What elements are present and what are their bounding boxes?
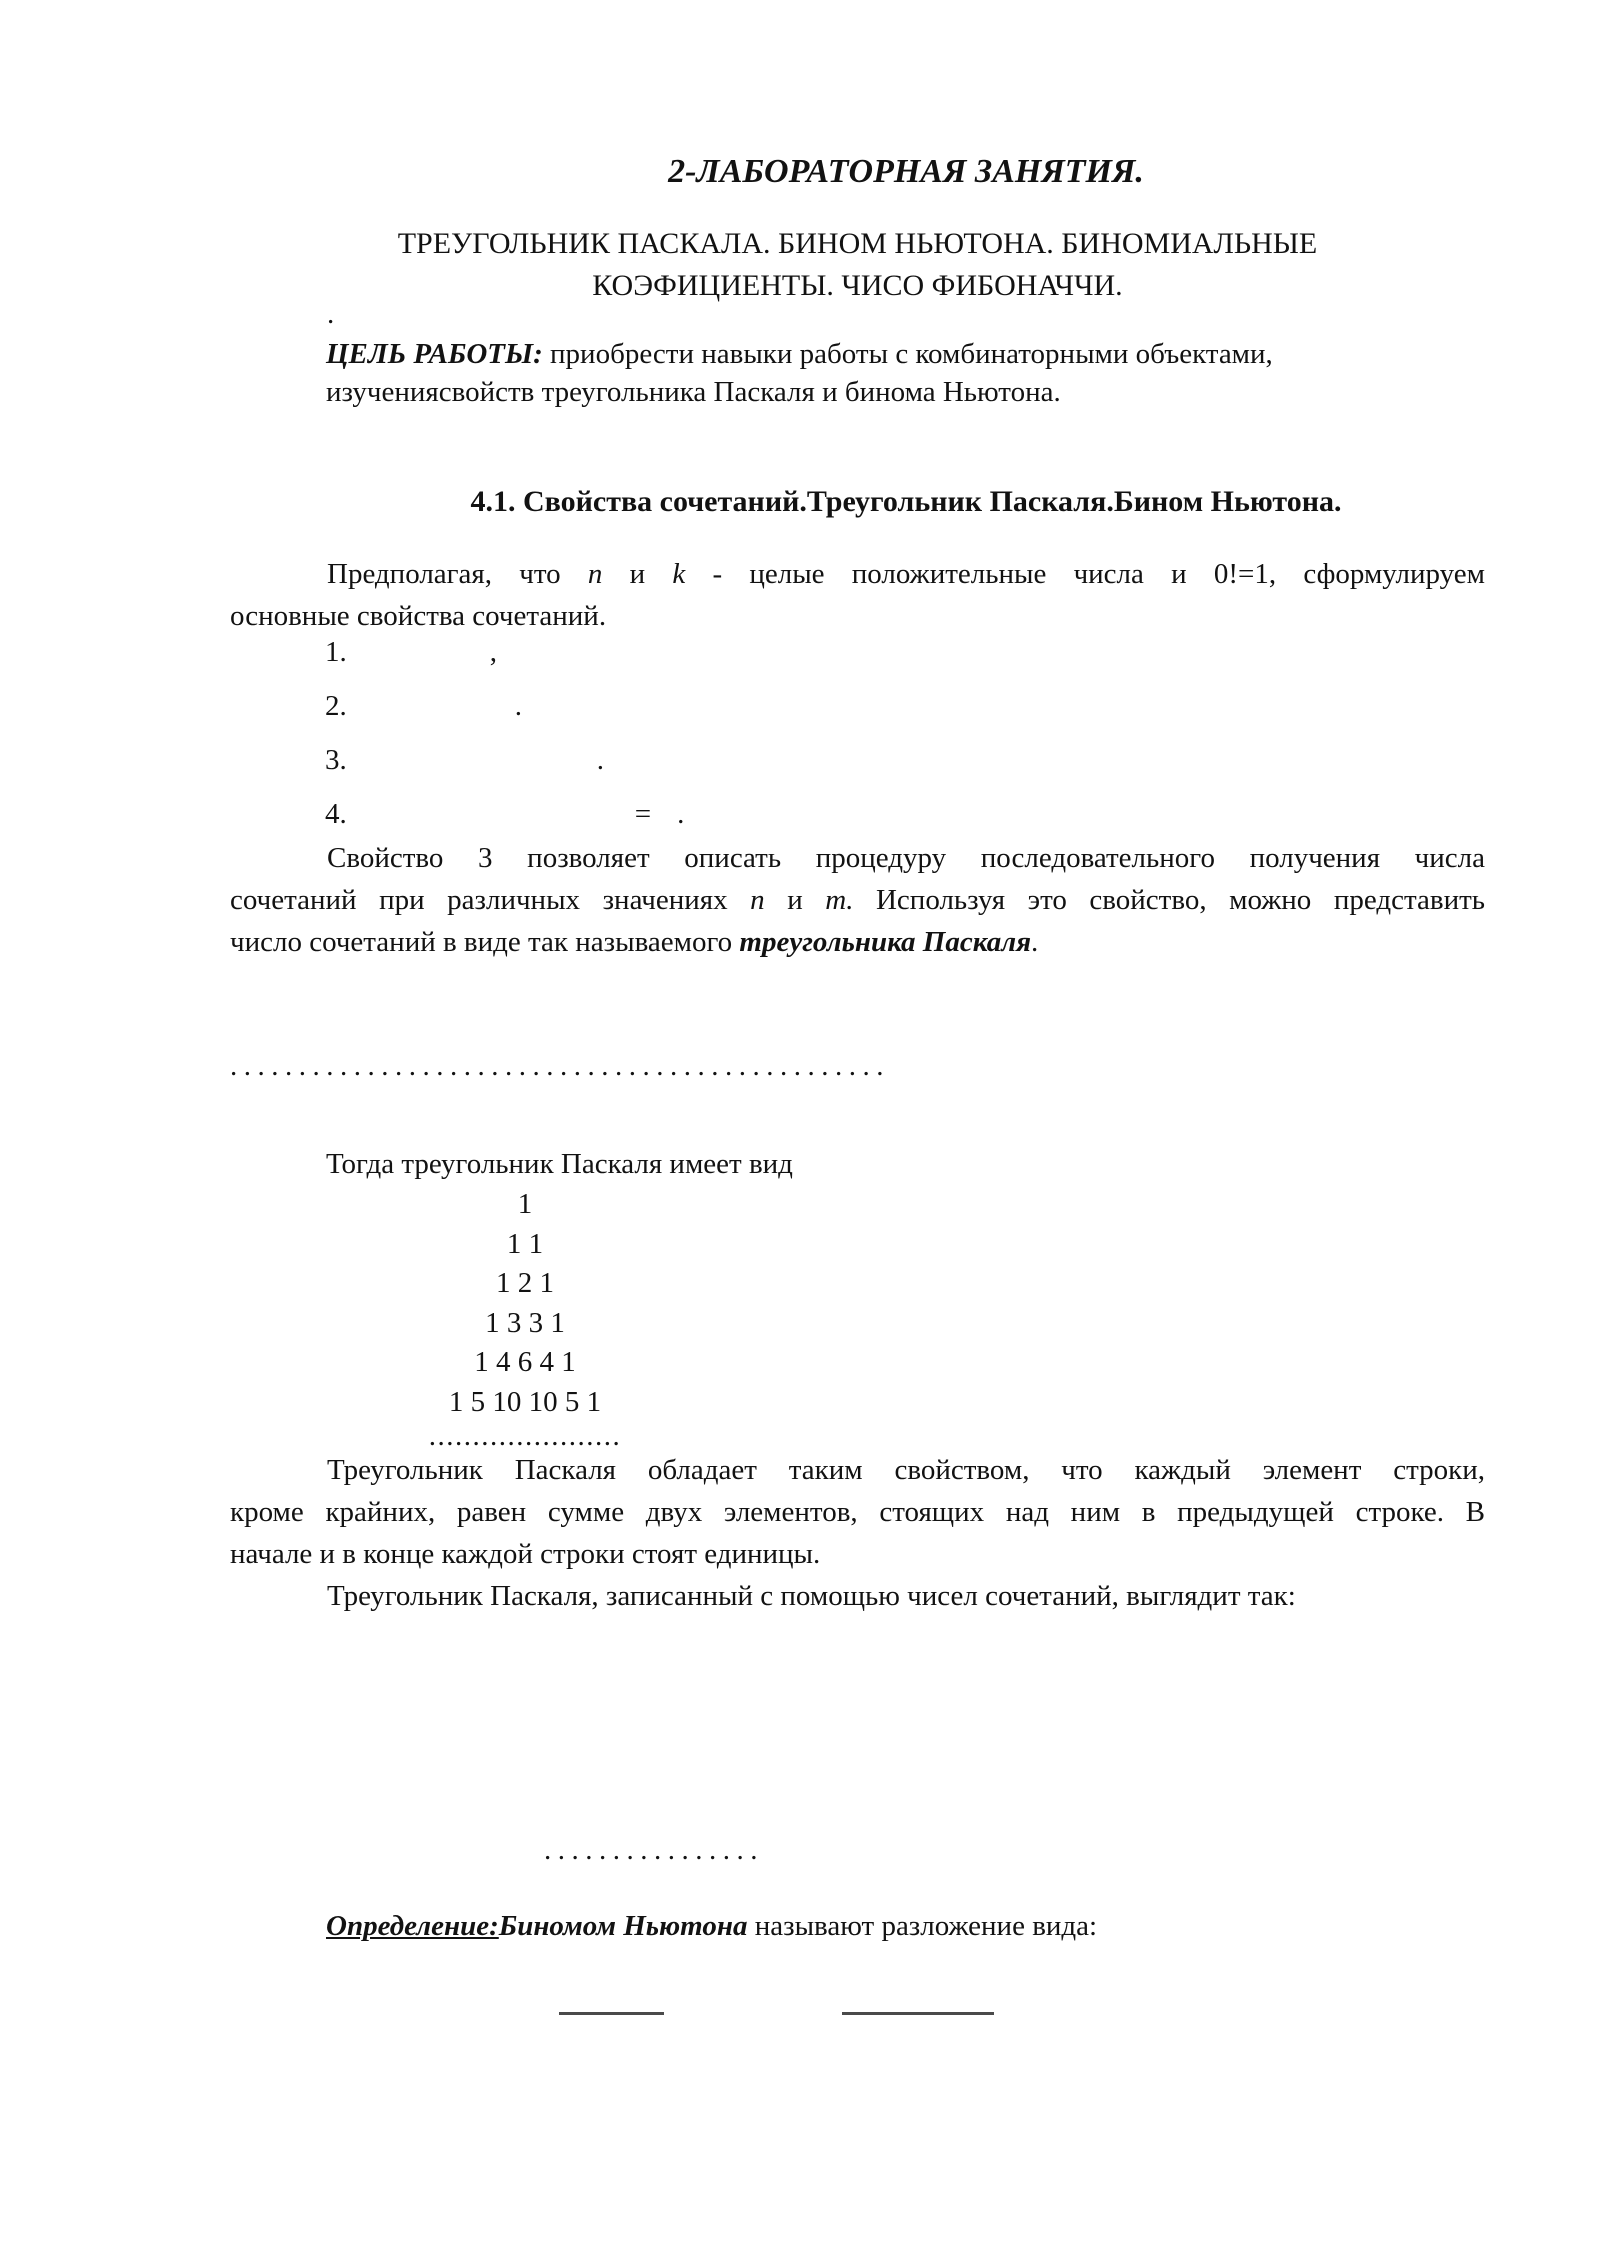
pascal-dots-row: ...................... [428, 1420, 622, 1452]
intro-var-n: n [587, 558, 603, 590]
dotted-line-1: ................................................ [230, 1050, 890, 1082]
property3-l2-c: Используя это свойство, можно представить [853, 884, 1485, 916]
property3-l2-b: и [764, 884, 826, 916]
list-item-1-punct: , [489, 636, 497, 668]
list-item-4-equals: = [634, 798, 652, 830]
formula-blank-line-2 [842, 2012, 994, 2015]
goal-line2-text: изучениясвойств треугольника Паскаля и бинома Ньютона. [326, 375, 1061, 408]
pascal-row-5: 1 5 10 10 5 1 [448, 1386, 602, 1418]
definition-rest: называют разложение вида: [747, 1910, 1098, 1942]
pascal-intro-line: Тогда треугольник Паскаля имеет вид [326, 1148, 793, 1180]
definition-term: Биномом Ньютона [498, 1910, 748, 1942]
list-item-2-punct: . [514, 690, 522, 722]
list-item-3-number: 3. [325, 744, 347, 776]
list-item-1-number: 1. [325, 636, 347, 668]
triangle-property-line-2: кроме крайних, равен сумме двух элементов, стоящих над ним в предыдущей строке. В [230, 1496, 1485, 1528]
property3-l3-a: число сочетаний в виде так называемого [230, 926, 740, 958]
property3-var-n: n [750, 884, 765, 916]
property3-l2-a: сочетаний при различных значениях [230, 884, 751, 916]
pascal-row-0: 1 [517, 1188, 533, 1220]
page-title: 2-ЛАБОРАТОРНАЯ ЗАНЯТИЯ. [668, 153, 1144, 190]
stray-period: . [327, 298, 335, 330]
goal-line1-text: приобрести навыки работы с комбинаторными объектами, [542, 338, 1273, 370]
list-item-4-punct: . [677, 798, 685, 830]
pascal-row-2: 1 2 1 [496, 1267, 554, 1299]
intro-l1-c: - целые положительные числа и 0!=1, сформулируем [685, 558, 1485, 590]
intro-l1-b: и [602, 558, 673, 590]
intro-l1-a: Предполагая, что [327, 558, 588, 590]
pascal-row-1: 1 1 [506, 1228, 544, 1260]
subtitle-line-2: КОЭФИЦИЕНТЫ. ЧИСО ФИБОНАЧЧИ. [592, 269, 1123, 302]
property3-line-1: Свойство 3 позволяет описать процедуру последовательного получения числа [327, 842, 1485, 874]
list-item-3-punct: . [596, 744, 604, 776]
section-heading: 4.1. Свойства сочетаний.Треугольник Паскаля.Бином Ньютона. [470, 485, 1342, 518]
property3-var-m: m. [825, 884, 854, 916]
pascal-row-4: 1 4 6 4 1 [474, 1346, 576, 1378]
triangle-written-line: Треугольник Паскаля, записанный с помощью чисел сочетаний, выглядит так: [327, 1580, 1296, 1612]
intro-line-2: основные свойства сочетаний. [230, 600, 607, 632]
list-item-2-number: 2. [325, 690, 347, 722]
formula-blank-line-1 [559, 2012, 664, 2015]
dotted-line-2: ................ [544, 1834, 764, 1866]
definition-label: Определение: [326, 1910, 499, 1942]
triangle-property-line-1: Треугольник Паскаля обладает таким свойством, что каждый элемент строки, [327, 1454, 1485, 1486]
property3-l3-c: . [1031, 926, 1039, 958]
pascal-row-3: 1 3 3 1 [485, 1307, 565, 1339]
property3-pascal-term: треугольника Паскаля [739, 926, 1032, 958]
list-item-4-number: 4. [325, 798, 347, 830]
triangle-property-line-3: начале и в конце каждой строки стоят единицы. [230, 1538, 821, 1570]
definition-paragraph [326, 1908, 1486, 1946]
intro-var-k: k [672, 558, 686, 590]
goal-label: ЦЕЛЬ РАБОТЫ: [326, 338, 543, 370]
subtitle-line-1: ТРЕУГОЛЬНИК ПАСКАЛА. БИНОМ НЬЮТОНА. БИНОМИАЛЬНЫЕ [397, 227, 1318, 260]
